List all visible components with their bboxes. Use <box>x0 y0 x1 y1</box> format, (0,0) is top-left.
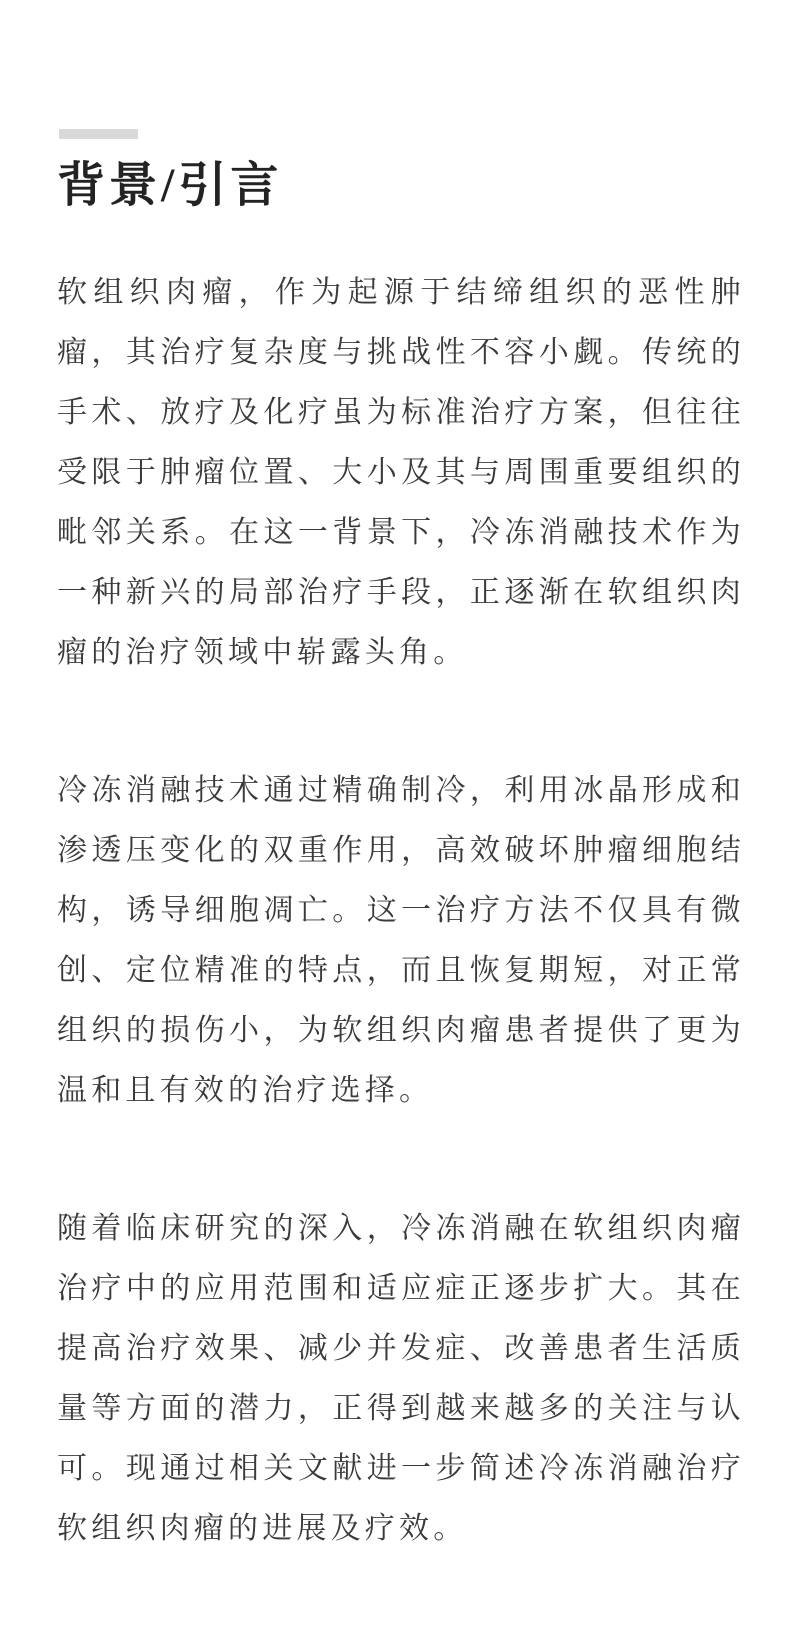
article-paragraph: 软组织肉瘤，作为起源于结缔组织的恶性肿瘤，其治疗复杂度与挑战性不容小觑。传统的手术、放疗及化疗虽为标准治疗方案，但往往受限于肿瘤位置、大小及其与周围重要组织的毗邻关系。在这一背景下，冷冻消融技术作为一种新兴的局部治疗手段，正逐渐在软组织肉瘤的治疗领域中崭露头角。 <box>57 276 745 669</box>
article-paragraph: 冷冻消融技术通过精确制冷，利用冰晶形成和渗透压变化的双重作用，高效破坏肿瘤细胞结构，诱导细胞凋亡。这一治疗方法不仅具有微创、定位精准的特点，而且恢复期短，对正常组织的损伤小，为软组织肉瘤患者提供了更为温和且有效的治疗选择。 <box>57 774 745 1107</box>
section-marker-bar <box>59 129 138 139</box>
article-paragraph: 随着临床研究的深入，冷冻消融在软组织肉瘤治疗中的应用范围和适应症正逐步扩大。其在提高治疗效果、减少并发症、改善患者生活质量等方面的潜力，正得到越来越多的关注与认可。现通过相关文献进一步简述冷冻消融治疗软组织肉瘤的进展及疗效。 <box>57 1212 745 1545</box>
section-title: 背景/引言 <box>57 159 283 212</box>
